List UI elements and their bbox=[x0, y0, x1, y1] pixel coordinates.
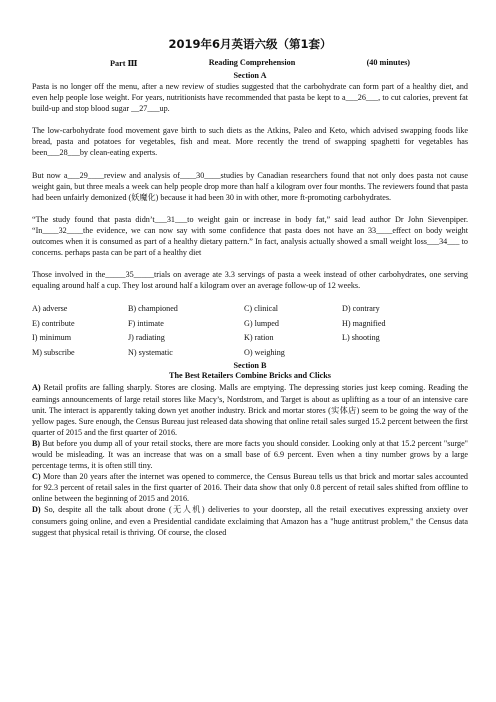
paragraph-text: But before you dump all of your retail stocks, there are more facts you should consider. Looking only at that 15.2 percent "surge" would be misleading. It was an increase that was on a small base of 6.9 percent. Even when a tiny number grows by a large percentage terms, it is often still tiny. bbox=[32, 438, 468, 471]
word-option: G) lumped bbox=[244, 318, 279, 328]
paragraph-text: Retail profits are falling sharply. Stores are closing. Malls are emptying. The depressing stories just keep coming. Reading the earnings announcements of large retail stores like Macy’s, Nordstrom, and Target is about as uplifting as a tour of an intensive care unit. The interact is apparently taking down yet another industry. Brick and mortar stores (实体店) seem to be going the way of the yellow pages. Sure enough, the Census Bureau just released data showing that online retail sales surged 15.2 percent between the first quarter of 2015 and the first quarter of 2016. bbox=[32, 383, 468, 437]
word-option: I) minimum bbox=[32, 333, 72, 343]
section-b-paragraph-a bbox=[32, 382, 468, 437]
section-b-heading: Section B bbox=[233, 361, 267, 371]
section-a-heading: Section A bbox=[233, 71, 267, 80]
word-option: D) contrary bbox=[342, 304, 380, 314]
paragraph-label: A) bbox=[32, 383, 41, 393]
word-option: O) weighing bbox=[244, 347, 285, 357]
word-option: N) systematic bbox=[128, 347, 173, 357]
section-a-paragraph-4: “The study found that pasta didn’t___31___to weight gain or increase in body fat,” said lead author Dr John Sievenpiper. “In____32____the evidence, we can now say with some confidence that pasta does not have an 33____effect on body weight outcomes when it is consumed as part of a healthy dietary pattern.” In fact, analysis actually showed a small weight loss___34___ to concerns. perhaps pasta can be part of a healthy diet bbox=[32, 214, 468, 258]
document-page bbox=[32, 36, 468, 538]
section-b-paragraph-b bbox=[32, 438, 468, 471]
section-a-paragraph-3: But now a___29____review and analysis of____30____studies by Canadian researchers found that not only does pasta not cause weight gain, but three meals a week can help people drop more than half a kilogram over four months. The reviewers found that pasta had been unfairly demonized (妖魔化) because it had been 30 in with other, more ft-promoting carbohydrates. bbox=[32, 170, 468, 202]
section-b-paragraph-c bbox=[32, 471, 468, 504]
paragraph-label: B) bbox=[32, 438, 41, 448]
word-bank-row bbox=[32, 331, 468, 346]
word-bank-row bbox=[32, 302, 468, 317]
word-option: H) magnified bbox=[342, 318, 386, 328]
word-option: F) intimate bbox=[128, 318, 164, 328]
word-option: C) clinical bbox=[244, 304, 279, 314]
word-option: K) ration bbox=[244, 333, 274, 343]
part-name: Reading Comprehension bbox=[208, 58, 296, 67]
word-option: E) contribute bbox=[32, 318, 75, 328]
paragraph-text: More than 20 years after the internet was opened to commerce, the Census Bureau tells us that brick and mortar sales accounted for 92.3 percent of retail sales in the first quarter of 2016. Their data show that only 0.8 percent of retail sales shifted from offline to online between the beginning of 2015 and 2016. bbox=[32, 472, 468, 504]
paragraph-label: D) bbox=[32, 505, 41, 515]
word-option: B) championed bbox=[128, 304, 178, 314]
word-bank-row bbox=[32, 317, 468, 332]
word-bank-row bbox=[32, 346, 468, 361]
document-title: 2019年6月英语六级（第1套） bbox=[168, 37, 332, 51]
section-b-title: The Best Retailers Combine Bricks and Clicks bbox=[169, 371, 331, 381]
part-time: (40 minutes) bbox=[366, 58, 410, 67]
word-bank bbox=[32, 302, 468, 360]
word-option: A) adverse bbox=[32, 304, 68, 314]
part-number: Part Ⅲ bbox=[110, 59, 138, 68]
section-a-paragraph-5: Those involved in the_____35_____trials on average ate 3.3 servings of pasta a week instead of other carbohydrates, one serving equaling around half a cup. They lost around half a kilogram over an average follow-up of 12 weeks. bbox=[32, 270, 468, 291]
section-a-paragraph-1: Pasta is no longer off the menu, after a new review of studies suggested that the carbohydrate can form part of a healthy diet, and even help people lose weight. For years, nutritionists have recommended that pasta be kept to a___26___, to cut calories, prevent fat build-up and stop blood sugar __27___up. bbox=[32, 82, 468, 114]
paragraph-label: C) bbox=[32, 472, 41, 482]
part-header bbox=[32, 58, 468, 68]
word-option bbox=[342, 346, 462, 361]
paragraph-text: So, despite all the talk about drone (无人机) deliveries to your doorstep, all the retail executives expressing anxiety over consumers going online, and even a Presidential candidate exclaiming that Amazon has a "huge antitrust problem," the Census data suggest that physical retail is thriving. Of course, the closed bbox=[32, 505, 468, 537]
section-b-paragraph-d bbox=[32, 504, 468, 537]
word-option: M) subscribe bbox=[32, 347, 75, 357]
word-option: J) radiating bbox=[128, 333, 165, 343]
word-option: L) shooting bbox=[342, 333, 380, 343]
section-a-paragraph-2: The low-carbohydrate food movement gave birth to such diets as the Atkins, Paleo and Keto, which advised swapping foods like bread, pasta and potatoes for vegetables, fish and meat. More recently the trend of swapping spaghetti for vegetables has been___28___by clean-eating experts. bbox=[32, 126, 468, 158]
